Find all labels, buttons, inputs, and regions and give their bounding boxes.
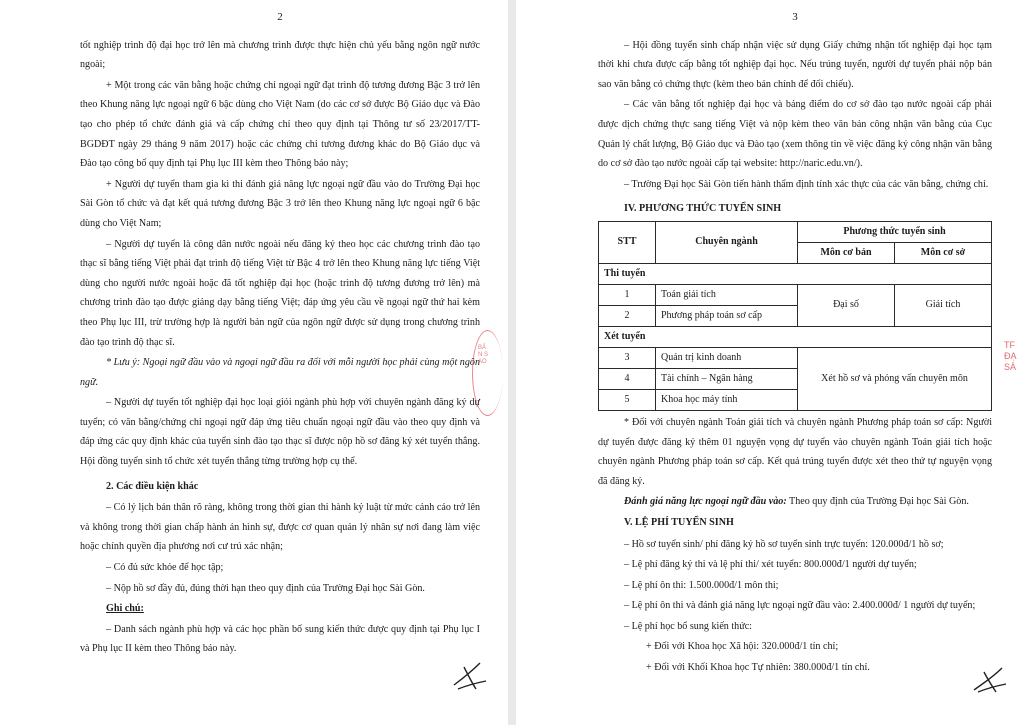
list-item: – Danh sách ngành phù hợp và các học phần bổ sung kiến thức được quy định tại Phụ lục I và Phụ lục II kèm theo Thông báo này.	[80, 623, 480, 655]
language-eval-label: Đánh giá năng lực ngoại ngữ đầu vào:	[624, 496, 787, 508]
paragraph: – Người dự tuyển là công dân nước ngoài nếu đăng ký theo học các chương trình đào tạo thạc sĩ bằng tiếng Việt phải đạt trình độ tiếng Việt từ Bậc 4 trở lên theo Khung năng lực tiếng Việt dùng cho người nước ngoài hoặc đã tốt nghiệp đại học (hoặc trình độ tương đương trở lên) mà chương trình đào tạo được giảng dạy bằng tiếng Việt; đáp ứng yêu cầu về ngoại ngữ thứ hai kèm theo Phụ lục III, trừ trường hợp là người bản ngữ của ngôn ngữ được sử dụng trong chương trình đào tạo trình độ thạc sĩ.	[80, 238, 480, 348]
list-item: – Có đủ sức khỏe để học tập;	[106, 562, 224, 574]
paragraph: – Các văn bằng tốt nghiệp đại học và bảng điểm do cơ sở đào tạo nước ngoài cấp phải được dịch chứng thực sang tiếng Việt và nộp kèm theo văn bản công nhận văn bằng của Cục Quản lý chất lượng, Bộ Giáo dục và Đào tạo (xem thông tin về việc đăng ký công nhận văn bằng do cơ sở đào tạo nước ngoài cấp tại website: http://naric.edu.vn/).	[598, 99, 992, 170]
note-paragraph: * Lưu ý: Ngoại ngữ đầu vào và ngoại ngữ đầu ra đối với mỗi người học phải cùng một ngôn ngữ.	[80, 357, 480, 388]
language-eval-paragraph	[598, 492, 992, 512]
table-cell: Tài chính – Ngân hàng	[656, 368, 798, 389]
fee-item: – Lệ phí đăng ký thi và lệ phí thi/ xét tuyển: 800.000đ/1 người dự tuyển;	[624, 559, 917, 571]
table-row	[599, 263, 992, 284]
page-number: 3	[792, 11, 798, 23]
signature-icon	[450, 655, 490, 695]
table-subheader: Môn cơ sở	[895, 242, 992, 263]
stamp-text: BẢN SAO	[478, 345, 489, 365]
table-cell: Khoa học máy tính	[656, 389, 798, 410]
table-row	[599, 326, 992, 347]
table-header: Phương thức tuyển sinh	[798, 221, 992, 242]
table-cell: Toán giải tích	[656, 284, 798, 305]
page-number: 2	[277, 11, 283, 23]
stamp-mark	[472, 330, 503, 416]
fee-item: – Lệ phí ôn thi: 1.500.000đ/1 môn thi;	[624, 579, 779, 591]
table-header: STT	[599, 221, 656, 263]
fee-subitem: + Đối với Khoa học Xã hội: 320.000đ/1 tín chỉ;	[646, 641, 839, 653]
paragraph: + Một trong các văn bằng hoặc chứng chỉ ngoại ngữ đạt trình độ tương đương Bậc 3 trở lên theo Khung năng lực ngoại ngữ 6 bậc dùng cho Việt Nam (do các cơ sở được Bộ Giáo dục và Đào tạo cho phép tổ chức đánh giá và cấp chứng chỉ theo quy định tại Thông tư số 23/2017/TT-BGDĐT ngày 29 tháng 9 năm 2017) hoặc các chứng chỉ tương đương khác do Bộ Giáo dục và Đào tạo công bố quy định tại Phụ lục III kèm theo Thông báo này;	[80, 79, 480, 170]
section-heading: 2. Các điều kiện khác	[106, 480, 199, 492]
left-page	[0, 0, 508, 725]
table-header: Chuyên ngành	[656, 221, 798, 263]
fee-item: – Lệ phí ôn thi và đánh giá năng lực ngoại ngữ đầu vào: 2.400.000đ/ 1 người dự tuyển;	[624, 600, 976, 612]
table-cell: Xét hồ sơ và phỏng vấn chuyên môn	[798, 347, 992, 410]
signature-icon	[970, 662, 1010, 698]
table-cell: 4	[599, 368, 656, 389]
paragraph: – Trường Đại học Sài Gòn tiến hành thẩm định tính xác thực của các văn bằng, chứng chỉ.	[624, 178, 989, 190]
table-cell: Giải tích	[895, 284, 992, 326]
fee-item: – Lệ phí học bổ sung kiến thức:	[624, 620, 752, 632]
list-item: – Nộp hồ sơ đầy đủ, đúng thời hạn theo quy định của Trường Đại học Sài Gòn.	[106, 582, 425, 594]
table-group: Xét tuyển	[599, 326, 992, 347]
table-cell: 5	[599, 389, 656, 410]
note-heading: Ghi chú:	[106, 603, 144, 615]
table-cell: 3	[599, 347, 656, 368]
language-eval-text: Theo quy định của Trường Đại học Sài Gòn.	[786, 496, 969, 508]
admission-method-table	[598, 221, 992, 411]
table-cell: Đại số	[798, 284, 895, 326]
paragraph: tốt nghiệp trình độ đại học trở lên mà chương trình được thực hiện chủ yếu bằng ngôn ngữ nước ngoài;	[80, 39, 480, 71]
edge-stamp-mark: TF ĐẠ SÀ	[1004, 340, 1017, 372]
section-heading: V. LỆ PHÍ TUYỂN SINH	[624, 516, 734, 528]
fee-item: – Hồ sơ tuyển sinh/ phí đăng ký hồ sơ tuyển sinh trực tuyến: 120.000đ/1 hồ sơ;	[624, 538, 944, 550]
table-subheader: Môn cơ bản	[798, 242, 895, 263]
table-cell: Phương pháp toán sơ cấp	[656, 305, 798, 326]
paragraph: + Người dự tuyển tham gia kì thi đánh giá năng lực ngoại ngữ đầu vào do Trường Đại học Sài Gòn tổ chức và đạt kết quả tương đương Bậc 3 trở lên theo Khung năng lực ngoại ngữ 6 bậc dùng cho Việt Nam;	[80, 178, 480, 229]
table-group: Thi tuyển	[599, 263, 992, 284]
section-heading: IV. PHƯƠNG THỨC TUYỂN SINH	[624, 203, 782, 215]
list-item: – Có lý lịch bản thân rõ ràng, không trong thời gian thi hành kỷ luật từ mức cảnh cáo trở lên và không trong thời gian chấp hành án hình sự, được cơ quan quản lý nhân sự nơi đang làm việc hoặc chính quyền địa phương nơi cư trú xác nhận;	[80, 502, 480, 553]
fee-subitem: + Đối với Khối Khoa học Tự nhiên: 380.000đ/1 tín chỉ.	[646, 662, 870, 674]
right-page	[516, 0, 1024, 725]
table-cell: Quản trị kinh doanh	[656, 347, 798, 368]
table-row	[599, 347, 992, 368]
paragraph: – Người dự tuyển tốt nghiệp đại học loại giỏi ngành phù hợp với chuyên ngành đăng ký dự tuyển; có văn bằng/chứng chỉ ngoại ngữ đáp ứng tiêu chuẩn ngoại ngữ đầu vào theo quy định và đáp ứng các quy định khác của tuyển sinh đào tạo thạc sĩ được nộp hồ sơ đăng ký xét tuyển thẳng. Hội đồng tuyển sinh tổ chức xét tuyển thẳng từng trường hợp cụ thể.	[80, 397, 480, 468]
table-row	[599, 284, 992, 305]
paragraph: – Hội đồng tuyển sinh chấp nhận việc sử dụng Giấy chứng nhận tốt nghiệp đại học tạm thời khi chưa được cấp bằng tốt nghiệp đại học. Nếu trúng tuyển, người dự tuyển phải nộp bản sao văn bằng có chứng thực (kèm theo bản chính để đối chiếu).	[598, 39, 992, 90]
paragraph: * Đối với chuyên ngành Toán giải tích và chuyên ngành Phương pháp toán sơ cấp: Người dự tuyển được đăng ký thêm 01 nguyện vọng dự tuyển vào chuyên ngành Toán giải tích hoặc chuyên ngành Phương pháp toán sơ cấp. Kết quả trúng tuyển được xét theo thứ tự nguyện vọng đã đăng ký.	[598, 416, 992, 487]
table-cell: 1	[599, 284, 656, 305]
table-cell: 2	[599, 305, 656, 326]
